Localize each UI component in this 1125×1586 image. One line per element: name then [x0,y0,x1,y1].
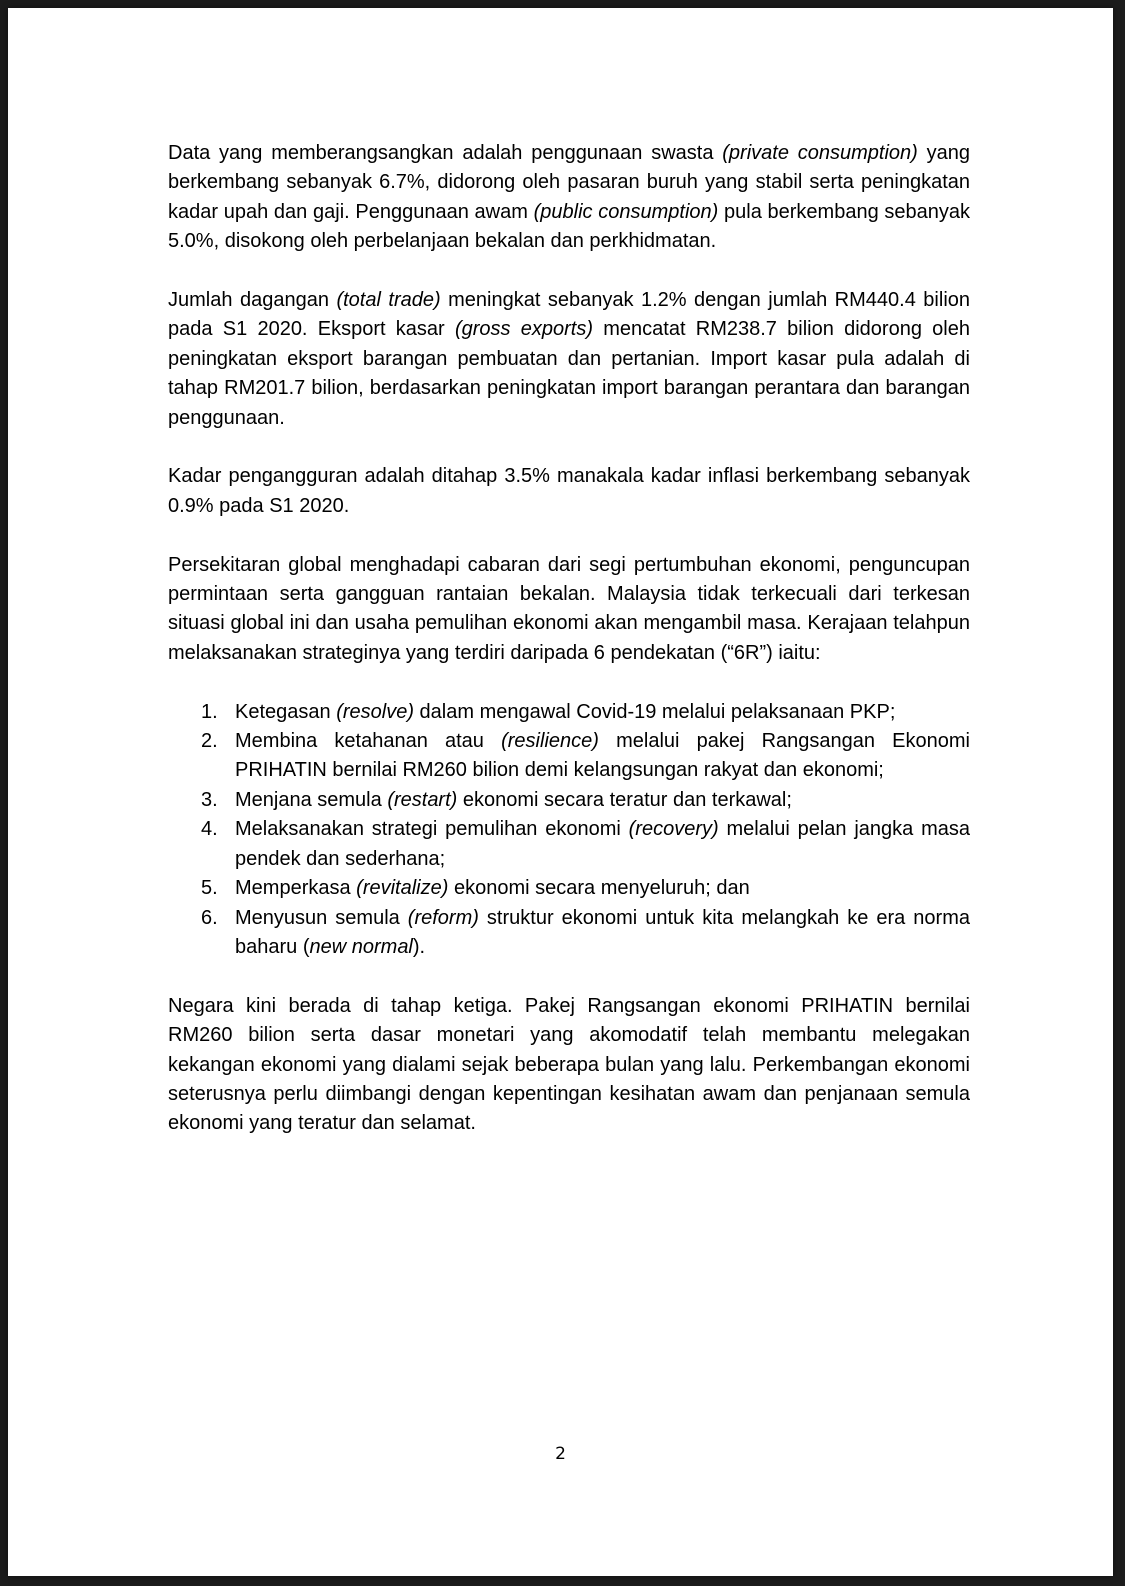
paragraph-unemployment: Kadar pengangguran adalah ditahap 3.5% manakala kadar inflasi berkembang sebanyak 0.9% pada S1 2020. [168,465,970,517]
paragraph-third-stage: Negara kini berada di tahap ketiga. Pakej Rangsangan ekonomi PRIHATIN bernilai RM260 bilion serta dasar monetari yang akomodatif telah membantu melegakan kekangan ekonomi yang dialami sejak beberapa bulan yang lalu. Perkembangan ekonomi seterusnya perlu diimbangi dengan kepentingan kesihatan awam dan penjanaan semula ekonomi yang teratur dan selamat. [168,994,970,1135]
list-item [168,698,970,727]
italic-term: new normal [309,935,413,958]
6r-strategy-list [168,698,970,963]
list-item [168,904,970,963]
list-number: 4. [201,818,218,841]
text-run: Menyusun semula [235,906,408,929]
text-run: mencatat RM238.7 bilion didorong oleh peningkatan eksport barangan pembuatan dan pertanian. Import kasar pula adalah di tahap RM201.7 bilion, berdasarkan peningkatan import barangan perantara dan barangan penggunaan. [168,318,970,429]
italic-term: (gross exports) [454,318,593,341]
list-item [168,874,970,903]
text-run: ). [412,935,426,958]
text-run: Jumlah dagangan [168,289,337,312]
text-run: ekonomi secara menyeluruh; dan [448,877,750,900]
italic-term: (total trade) [336,289,441,312]
italic-term: (private consumption) [722,142,918,164]
list-number: 1. [201,700,218,723]
list-number: 3. [201,788,218,811]
text-run: dalam mengawal Covid-19 melalui pelaksanaan PKP; [414,700,896,723]
text-run: Membina ketahanan atau [235,730,502,753]
paragraph-global-environment: Persekitaran global menghadapi cabaran dari segi pertumbuhan ekonomi, penguncupan permintaan serta gangguan rantaian bekalan. Malaysia tidak terkecuali dari terkesan situasi global ini dan usaha pemulihan ekonomi akan mengambil masa. Kerajaan telahpun melaksanakan strateginya yang terdiri daripada 6 pendekatan (“6R”) iaitu: [168,553,970,664]
italic-term: (recovery) [628,818,719,841]
text-run: pula berkembang sebanyak 5.0%, disokong oleh perbelanjaan bekalan dan perkhidmatan. [168,200,971,253]
text-run: Melaksanakan strategi pemulihan ekonomi [235,818,629,841]
list-item [168,727,970,786]
text-run: Menjana semula [235,788,388,811]
document-body [168,139,970,1139]
italic-term: (resolve) [336,700,414,723]
list-item [168,815,970,874]
list-number: 6. [201,906,218,929]
list-item [168,786,970,815]
text-run: melalui pelan jangka masa pendek dan sederhana; [235,818,970,870]
italic-term: (revitalize) [356,877,449,900]
paragraph-total-trade [168,286,970,433]
italic-term: (resilience) [501,730,599,753]
italic-term: (reform) [407,906,479,929]
document-page [8,8,1113,1576]
italic-term: (restart) [387,788,458,811]
paragraph-private-consumption [168,139,970,257]
text-run: ekonomi secara teratur dan terkawal; [457,788,792,811]
text-run: Data yang memberangsangkan adalah penggunaan swasta [168,142,723,164]
text-run: Ketegasan [235,700,337,723]
text-run: Memperkasa [235,877,357,900]
text-run: melalui pakej Rangsangan Ekonomi PRIHATIN bernilai RM260 bilion demi kelangsungan rakyat dan ekonomi; [235,730,970,782]
list-number: 2. [201,730,218,753]
list-number: 5. [201,877,218,900]
text-run: struktur ekonomi untuk kita melangkah ke era norma baharu ( [235,906,970,958]
italic-term: (public consumption) [533,200,719,223]
text-run: meningkat sebanyak 1.2% dengan jumlah RM440.4 bilion pada S1 2020. Eksport kasar [168,289,971,341]
text-run: yang berkembang sebanyak 6.7%, didorong oleh pasaran buruh yang stabil serta peningkatan kadar upah dan gaji. Penggunaan awam [168,142,970,223]
page-number: 2 [555,1444,566,1464]
